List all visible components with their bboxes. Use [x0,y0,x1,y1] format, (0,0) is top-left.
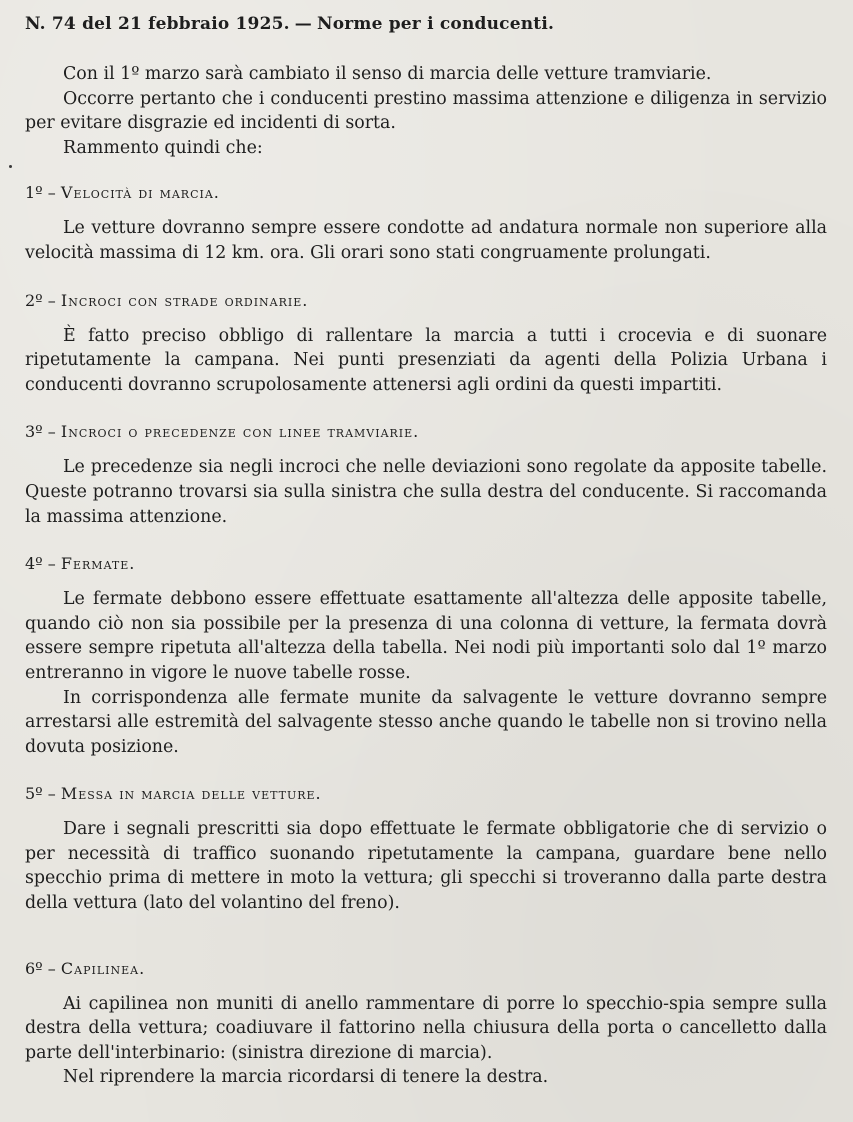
section-heading [25,421,827,443]
section-title: Incroci o precedenze con linee tramviarie. [60,422,420,442]
section-paragraph: Ai capilinea non muniti di anello rammentare di porre lo specchio-spia sempre sulla destra della vettura; coadiuvare il fattorino nella chiusura della porta o cancelletto dalla parte dell'interbinario: (sinistra direzione di marcia). [25,993,827,1063]
section-paragraph: Nel riprendere la marcia ricordarsi di tenere la destra. [63,1067,549,1088]
section-heading [25,290,827,312]
paper-speck [9,165,12,168]
section-paragraph: Le precedenze sia negli incroci che nelle deviazioni sono regolate da apposite tabelle. Queste potranno trovarsi sia sulla sinistra che sulla destra del conducente. Si raccomanda la massima attenzione. [25,457,827,527]
intro-paragraph: Occorre pertanto che i conducenti prestino massima attenzione e diligenza in servizio per evitare disgrazie ed incidenti di sorta. [25,88,827,134]
section-3 [25,421,827,529]
section-title: Fermate. [60,554,136,574]
section-2 [25,290,827,398]
section-heading [25,783,827,805]
section-5 [25,783,827,915]
header-number: N. 74 del 21 febbraio 1925. [25,14,290,34]
intro-paragraph: Rammento quindi che: [63,137,263,158]
section-paragraph: Le fermate debbono essere effettuate esattamente all'altezza delle apposite tabelle, quando ciò non sia possibile per la presenza di una colonna di vetture, la fermata dovrà essere sempre ripetuta all'altezza della tabella. Nei nodi più importanti solo dal 1º marzo entreranno in vigore le nuove tabelle rosse. [25,589,827,683]
intro-block [25,62,827,160]
section-paragraph: Dare i segnali prescritti sia dopo effettuate le fermate obbligatorie che di servizio o per necessità di traffico suonando ripetutamente la campana, guardare bene nello specchio prima di mettere in moto la vettura; gli specchi si troveranno dalla parte destra della vettura (lato del volantino del freno). [25,819,827,914]
header-title: Norme per i conducenti. [316,14,555,34]
section-number: 6º – [25,958,56,978]
section-title: Messa in marcia delle vetture. [60,784,322,804]
section-6 [25,958,827,1090]
section-number: 4º – [25,554,56,574]
section-title: Capilinea. [60,958,146,978]
intro-paragraph: Con il 1º marzo sarà cambiato il senso di marcia delle vetture tramviarie. [63,64,712,84]
section-number: 3º – [25,422,56,442]
section-number: 1º – [25,183,56,203]
section-heading [25,182,827,204]
section-heading [25,553,827,575]
section-1 [25,182,827,265]
section-4 [25,553,827,759]
section-number: 2º – [25,290,56,310]
document-header [25,12,827,36]
section-paragraph: È fatto preciso obbligo di rallentare la marcia a tutti i crocevia e di suonare ripetutamente la campana. Nei punti presenziati da agenti della Polizia Urbana i conducenti dovranno scrupolosamente attenersi agli ordini da questi impartiti. [25,325,827,395]
section-number: 5º – [25,784,56,804]
section-title: Incroci con strade ordinarie. [60,290,309,310]
section-title: Velocità di marcia. [60,183,220,203]
section-paragraph: In corrispondenza alle fermate munite da salvagente le vetture dovranno sempre arrestarsi alle estremità del salvagente stesso anche quando le tabelle non si trovino nella dovuta posizione. [25,687,827,757]
section-heading [25,958,827,980]
section-paragraph: Le vetture dovranno sempre essere condotte ad andatura normale non superiore alla velocità massima di 12 km. ora. Gli orari sono stati congruamente prolungati. [25,218,827,263]
header-separator: — [294,14,312,34]
